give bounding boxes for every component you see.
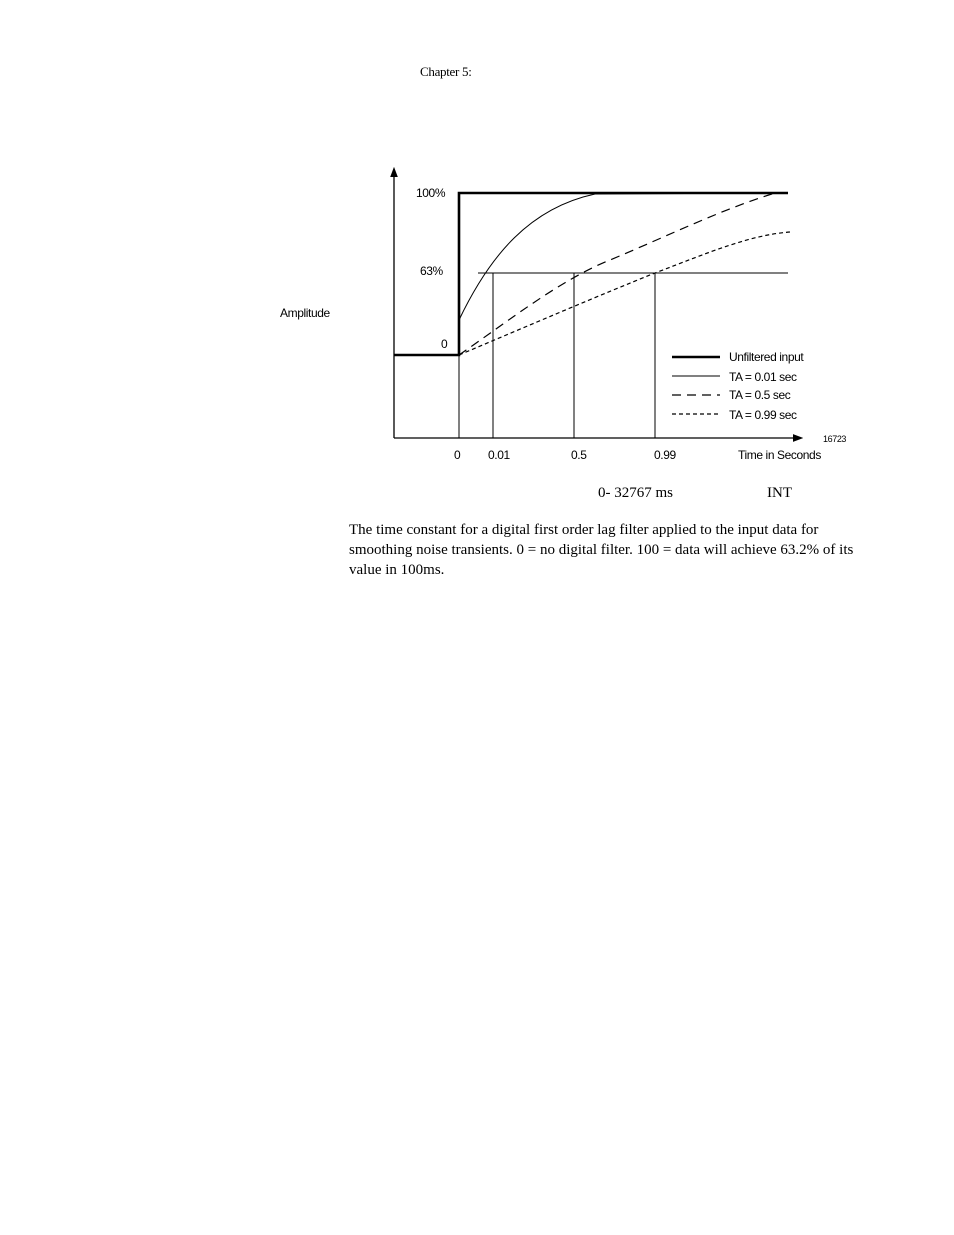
field-type: INT bbox=[767, 485, 792, 501]
y-tick-label: 63% bbox=[420, 264, 443, 278]
y-tick-label: 0 bbox=[441, 337, 448, 351]
legend-label: TA = 0.01 sec bbox=[729, 370, 797, 384]
x-tick-label: 0.01 bbox=[488, 448, 510, 462]
filter-response-chart bbox=[270, 160, 870, 470]
field-range: 0- 32767 ms bbox=[598, 485, 673, 501]
x-tick-label: 0.5 bbox=[571, 448, 587, 462]
series-ta-0.99 bbox=[459, 232, 790, 355]
chapter-header: Chapter 5: bbox=[420, 64, 472, 79]
y-axis-title: Amplitude bbox=[280, 306, 330, 320]
filter-response-figure bbox=[270, 160, 870, 470]
y-tick-label: 100% bbox=[416, 186, 446, 200]
x-tick-label: 0 bbox=[454, 448, 461, 462]
legend-label: TA = 0.99 sec bbox=[729, 408, 797, 422]
x-tick-label: 0.99 bbox=[654, 448, 676, 462]
series-unfiltered-input bbox=[394, 193, 788, 355]
series-ta-0.01 bbox=[459, 193, 788, 320]
figure-id: 16723 bbox=[823, 434, 847, 444]
field-description: The time constant for a digital first order lag filter applied to the input data for smoothing noise transients. 0 = no digital filter. 100 = data will achieve 63.2% of its value in 100ms. bbox=[349, 522, 854, 578]
legend bbox=[672, 350, 804, 422]
series-ta-0.5 bbox=[459, 193, 775, 355]
legend-label: TA = 0.5 sec bbox=[729, 388, 791, 402]
x-axis-title: Time in Seconds bbox=[738, 448, 821, 462]
legend-label: Unfiltered input bbox=[729, 350, 804, 364]
